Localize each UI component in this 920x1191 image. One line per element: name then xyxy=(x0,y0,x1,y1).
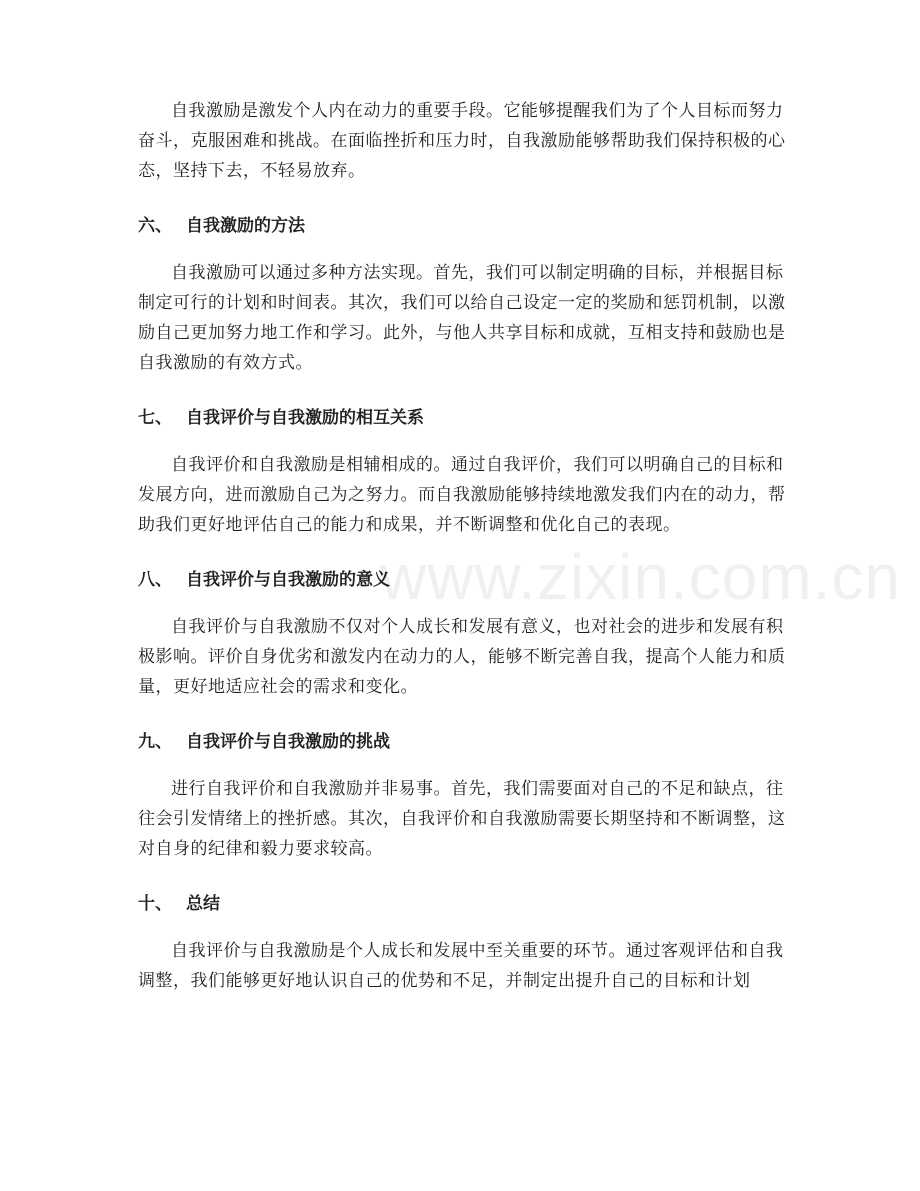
paragraph-relationship: 自我评价和自我激励是相辅相成的。通过自我评价，我们可以明确自己的目标和发展方向，进而激励自己为之努力。而自我激励能够持续地激发我们内在的动力，帮助我们更好地评估自己的能力和成果，并不断调整和优化自己的表现。 xyxy=(138,455,786,535)
section-title: 自我激励的方法 xyxy=(186,215,305,236)
section-number: 九、 xyxy=(138,731,172,752)
paragraph-motivation-intro: 自我激励是激发个人内在动力的重要手段。它能够提醒我们为了个人目标而努力奋斗，克服困难和挑战。在面临挫折和压力时，自我激励能够帮助我们保持积极的心态，坚持下去，不轻易放弃。 xyxy=(138,101,786,181)
paragraph-methods: 自我激励可以通过多种方法实现。首先，我们可以制定明确的目标，并根据目标制定可行的计划和时间表。其次，我们可以给自己设定一定的奖励和惩罚机制，以激励自己更加努力地工作和学习。此外，与他人共享目标和成就，互相支持和鼓励也是自我激励的有效方式。 xyxy=(138,263,786,373)
paragraph-summary: 自我评价与自我激励是个人成长和发展中至关重要的环节。通过客观评估和自我调整，我们能够更好地认识自己的优势和不足，并制定出提升自己的目标和计划 xyxy=(138,941,784,991)
section-number: 六、 xyxy=(138,215,172,236)
section-heading-6 xyxy=(138,208,788,238)
section-heading-9 xyxy=(138,724,788,754)
section-title: 自我评价与自我激励的相互关系 xyxy=(186,407,424,428)
document-body xyxy=(138,96,788,996)
paragraph-challenges: 进行自我评价和自我激励并非易事。首先，我们需要面对自己的不足和缺点，往往会引发情绪上的挫折感。其次，自我评价和自我激励需要长期坚持和不断调整，这对自身的纪律和毅力要求较高。 xyxy=(138,779,786,859)
section-number: 八、 xyxy=(138,569,172,590)
section-title: 自我评价与自我激励的挑战 xyxy=(186,731,390,752)
section-title: 自我评价与自我激励的意义 xyxy=(186,569,390,590)
watermark: www.zixin.com.cn xyxy=(380,541,901,613)
section-heading-7 xyxy=(138,400,788,430)
section-heading-8 xyxy=(138,562,788,592)
paragraph-significance: 自我评价与自我激励不仅对个人成长和发展有意义，也对社会的进步和发展有积极影响。评价自身优劣和激发内在动力的人，能够不断完善自我，提高个人能力和质量，更好地适应社会的需求和变化。 xyxy=(138,617,786,697)
section-title: 总结 xyxy=(186,893,220,914)
section-number: 十、 xyxy=(138,893,172,914)
section-number: 七、 xyxy=(138,407,172,428)
section-heading-10 xyxy=(138,886,788,916)
